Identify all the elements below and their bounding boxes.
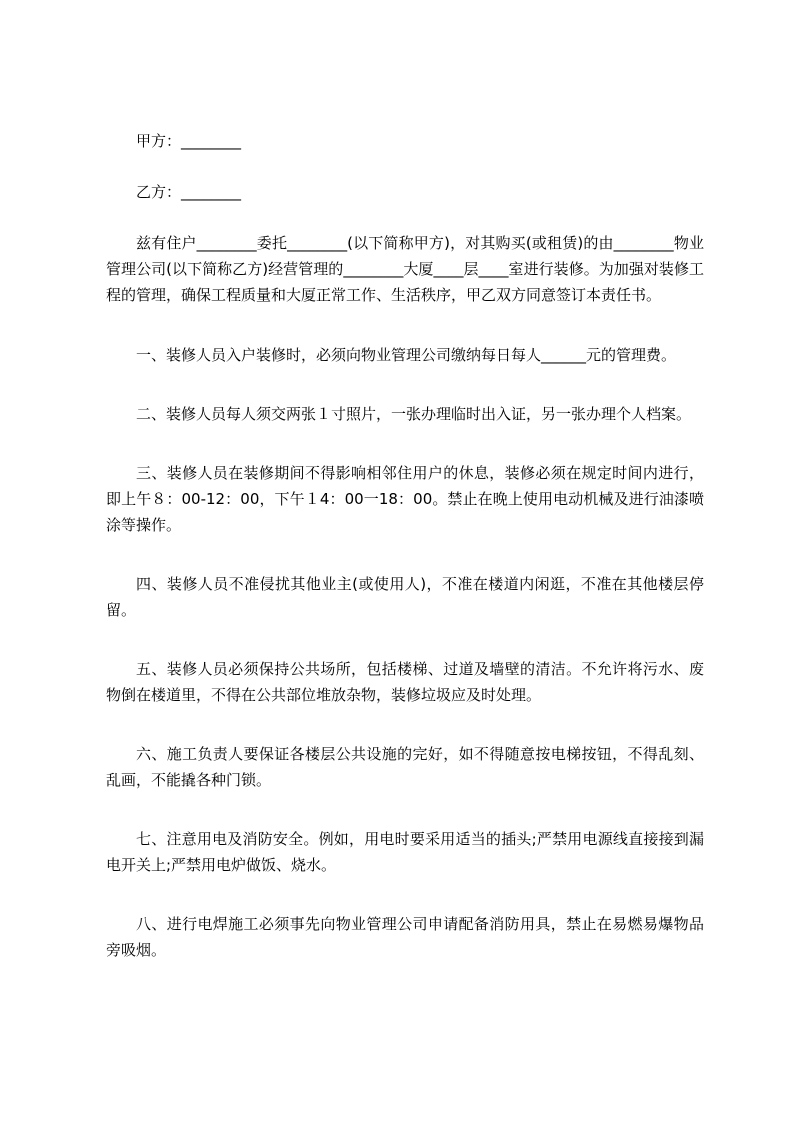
clause-2: 二、装修人员每人须交两张１寸照片，一张办理临时出入证，另一张办理个人档案。: [136, 405, 692, 423]
clause-8: 八、进行电焊施工必须事先向物业管理公司申请配备消防用具，禁止在易燃易爆物品旁吸烟。: [106, 915, 704, 959]
clause-1: 一、装修人员入户装修时，必须向物业管理公司缴纳每日每人______元的管理费。: [136, 346, 677, 364]
clause-3: 三、装修人员在装修期间不得影响相邻住用户的休息，装修必须在规定时间内进行，即上午８：00-12：00，下午１4：00一18：00。禁止在晚上使用电动机械及进行油漆喷涂等操作。: [106, 464, 704, 534]
party-b-line: 乙方：________: [136, 183, 242, 201]
clause-6: 六、施工负责人要保证各楼层公共设施的完好，如不得随意按电梯按钮，不得乱刻、乱画，不能撬各种门锁。: [106, 745, 704, 789]
document-body: [106, 128, 704, 996]
clause-4: 四、装修人员不准侵扰其他业主(或使用人)，不准在楼道内闲逛，不准在其他楼层停留。: [106, 575, 704, 619]
clause-7: 七、注意用电及消防安全。例如，用电时要采用适当的插头;严禁用电源线直接接到漏电开关上;严禁用电炉做饭、烧水。: [106, 830, 704, 874]
clause-5: 五、装修人员必须保持公共场所，包括楼梯、过道及墙壁的清洁。不允许将污水、废物倒在楼道里，不得在公共部位堆放杂物，装修垃圾应及时处理。: [106, 660, 704, 704]
party-a-line: 甲方：________: [136, 132, 242, 150]
intro-paragraph: 兹有住户________委托________(以下简称甲方)，对其购买(或租赁)的由________物业管理公司(以下简称乙方)经营管理的________大厦____层____室进行装修。为加强对装修工程的管理，确保工程质量和大厦正常工作、生活秩序，甲乙双方同意签订本责任书。: [106, 234, 704, 304]
